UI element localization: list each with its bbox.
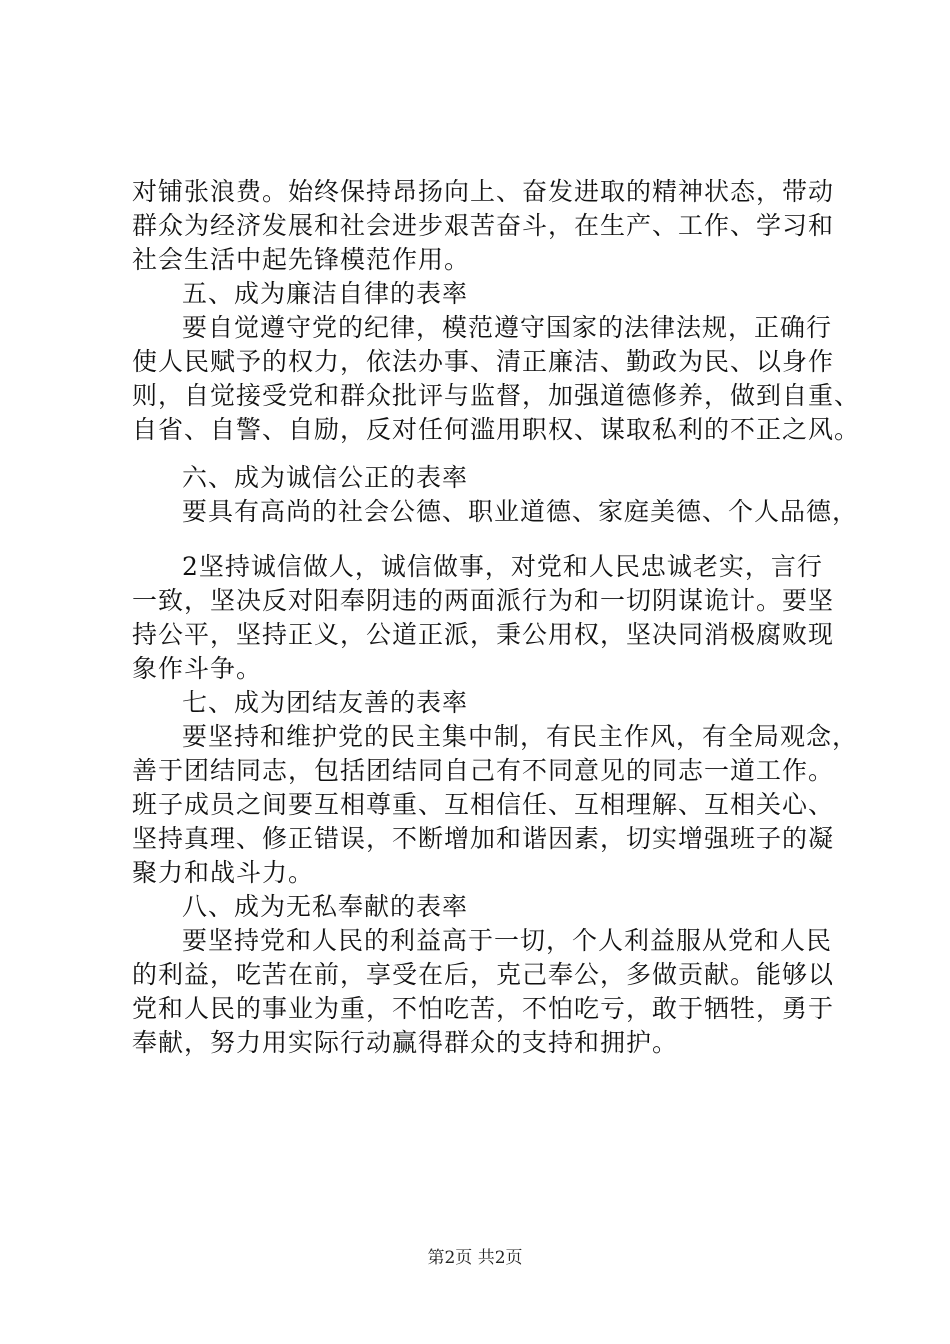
page-number-footer: 第2页 共2页 <box>427 1248 523 1268</box>
section-heading: 八、成为无私奉献的表率 <box>182 892 469 921</box>
body-text-line: 2坚持诚信做人，诚信做事，对党和人民忠诚老实，言行 <box>182 552 823 581</box>
body-text-line: 则，自觉接受党和群众批评与监督，加强道德修养，做到自重、 <box>132 381 861 410</box>
body-text-line: 善于团结同志，包括团结同自己有不同意见的同志一道工作。 <box>132 756 835 785</box>
body-text-line: 对铺张浪费。始终保持昂扬向上、奋发进取的精神状态，带动 <box>132 177 835 206</box>
body-text-line: 自省、自警、自励，反对任何滥用职权、谋取私利的不正之风。 <box>132 415 861 444</box>
body-text-line: 使人民赋予的权力，依法办事、清正廉洁、勤政为民、以身作 <box>132 347 835 376</box>
body-text-line: 的利益，吃苦在前，享受在后，克己奉公，多做贡献。能够以 <box>132 960 835 989</box>
body-text-line: 班子成员之间要互相尊重、互相信任、互相理解、互相关心、 <box>132 790 835 819</box>
body-text-line: 要坚持和维护党的民主集中制，有民主作风，有全局观念， <box>182 722 859 751</box>
body-text-line: 社会生活中起先锋模范作用。 <box>132 245 471 274</box>
body-text-line: 群众为经济发展和社会进步艰苦奋斗，在生产、工作、学习和 <box>132 211 835 240</box>
section-heading: 五、成为廉洁自律的表率 <box>182 279 469 308</box>
body-text-line: 象作斗争。 <box>132 654 263 683</box>
body-text-line: 要自觉遵守党的纪律，模范遵守国家的法律法规，正确行 <box>182 313 833 342</box>
body-text-line: 持公平，坚持正义，公道正派，秉公用权，坚决同消极腐败现 <box>132 620 835 649</box>
body-text-line: 要具有高尚的社会公德、职业道德、家庭美德、个人品德， <box>182 497 859 526</box>
body-text-line: 要坚持党和人民的利益高于一切，个人利益服从党和人民 <box>182 926 833 955</box>
section-heading: 六、成为诚信公正的表率 <box>182 463 469 492</box>
body-text-line: 坚持真理、修正错误，不断增加和谐因素，切实增强班子的凝 <box>132 824 835 853</box>
body-text-line: 党和人民的事业为重，不怕吃苦，不怕吃亏，敢于牺牲，勇于 <box>132 994 835 1023</box>
body-text-line: 奉献，努力用实际行动赢得群众的支持和拥护。 <box>132 1028 679 1057</box>
body-text-line: 一致，坚决反对阳奉阴违的两面派行为和一切阴谋诡计。要坚 <box>132 586 835 615</box>
section-heading: 七、成为团结友善的表率 <box>182 688 469 717</box>
body-text-line: 聚力和战斗力。 <box>132 858 315 887</box>
